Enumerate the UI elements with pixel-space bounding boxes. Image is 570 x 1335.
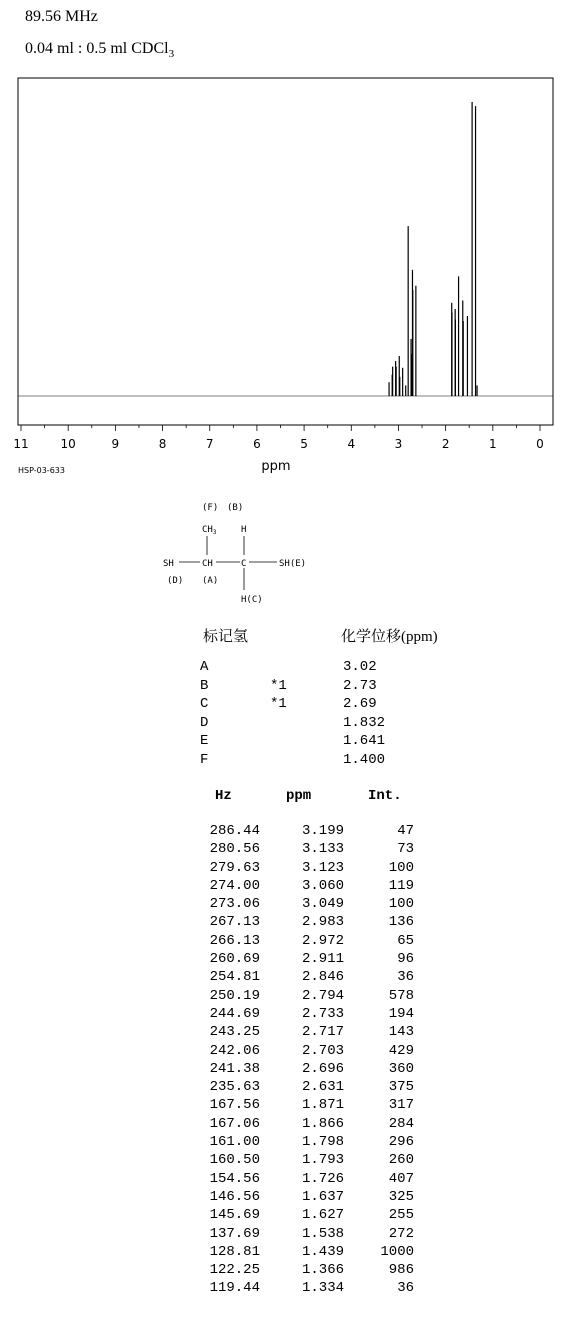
peak-ppm: 2.911 xyxy=(301,951,344,968)
peak-row xyxy=(0,1005,570,1023)
peak-hz: 254.81 xyxy=(209,969,260,986)
molecule-structure xyxy=(155,496,355,608)
shift-table xyxy=(200,658,385,769)
sample-id: HSP-03-633 xyxy=(18,466,65,475)
peak-hz: 119.44 xyxy=(209,1280,260,1297)
peak-int: 36 xyxy=(397,1280,414,1297)
x-tick-label: 5 xyxy=(300,437,308,451)
shift-note xyxy=(270,714,343,733)
x-tick-label: 4 xyxy=(347,437,356,451)
peak-int: 255 xyxy=(388,1207,414,1224)
peak-ppm: 2.972 xyxy=(301,932,344,949)
peak-ppm: 2.983 xyxy=(301,914,344,931)
peak-int: 986 xyxy=(388,1262,414,1279)
peak-row xyxy=(0,913,570,931)
peak-row xyxy=(0,1279,570,1297)
peak-ppm: 1.793 xyxy=(301,1152,344,1169)
peak-int: 119 xyxy=(388,877,414,894)
peak-int: 407 xyxy=(388,1170,414,1187)
peak-ppm: 3.199 xyxy=(301,823,344,839)
peak-row xyxy=(0,1096,570,1114)
peak-int: 65 xyxy=(397,932,414,949)
peak-hz: 250.19 xyxy=(209,987,260,1004)
peak-row xyxy=(0,1151,570,1169)
shift-row xyxy=(200,714,385,733)
peak-hz: 167.06 xyxy=(209,1115,260,1132)
shift-shift: 2.69 xyxy=(343,696,377,712)
x-tick-label: 3 xyxy=(394,437,403,451)
peak-hz: 146.56 xyxy=(209,1188,260,1205)
peak-row xyxy=(0,950,570,968)
peak-layer xyxy=(389,102,477,396)
peak-ppm: 1.538 xyxy=(301,1225,344,1242)
shift-label: C xyxy=(200,696,209,712)
shift-shift: 1.400 xyxy=(343,751,386,768)
peak-row xyxy=(0,1078,570,1096)
label-d: (D) xyxy=(167,576,184,586)
sh-left: SH xyxy=(163,559,174,569)
peak-int: 360 xyxy=(388,1060,414,1077)
peak-table xyxy=(0,822,570,1298)
peak-ppm: 3.133 xyxy=(301,841,344,858)
peak-row xyxy=(0,840,570,858)
axis-ticks xyxy=(13,425,543,451)
peak-row xyxy=(0,1261,570,1279)
peak-row xyxy=(0,968,570,986)
x-tick-label: 7 xyxy=(205,437,214,451)
sh-right: SH(E) xyxy=(279,559,307,569)
shift-shift: 3.02 xyxy=(343,659,377,675)
peak-ppm: 2.794 xyxy=(301,987,344,1004)
peak-ppm: 2.717 xyxy=(301,1024,344,1041)
peak-ppm: 2.703 xyxy=(301,1042,344,1059)
peak-int: 284 xyxy=(388,1115,414,1132)
x-tick-label: 2 xyxy=(441,437,450,451)
peak-row xyxy=(0,987,570,1005)
peak-ppm: 1.798 xyxy=(301,1134,344,1151)
x-axis-label: ppm xyxy=(261,459,291,474)
shift-row xyxy=(200,677,385,696)
ch-center: CH xyxy=(202,559,213,569)
shift-note: *1 xyxy=(270,677,287,694)
shift-note xyxy=(270,751,343,770)
peak-hz: 286.44 xyxy=(209,823,260,839)
nmr-spectrum xyxy=(0,0,570,460)
peak-ppm: 1.366 xyxy=(301,1262,344,1279)
shift-shift: 2.73 xyxy=(343,677,377,694)
h-top: H xyxy=(241,525,247,535)
peak-int: 143 xyxy=(388,1024,414,1041)
shift-label: B xyxy=(200,677,209,694)
peak-ppm: 1.726 xyxy=(301,1170,344,1187)
peak-row xyxy=(0,1060,570,1078)
label-b: (B) xyxy=(227,503,244,513)
spectrometer-frequency: 89.56 MHz xyxy=(25,8,98,25)
peak-int: 36 xyxy=(397,969,414,986)
peak-row xyxy=(0,1170,570,1188)
solvent-subscript: 3 xyxy=(168,48,175,61)
peak-int: 194 xyxy=(388,1005,414,1022)
peak-hz: 274.00 xyxy=(209,877,260,894)
ch3-group: $CH_3$ xyxy=(202,525,217,536)
peak-hz: 266.13 xyxy=(209,932,260,949)
shift-row xyxy=(200,695,385,714)
x-tick-label: 10 xyxy=(60,437,76,451)
peak-row xyxy=(0,877,570,895)
peak-int: 47 xyxy=(397,823,414,839)
peak-ppm: 3.123 xyxy=(301,859,344,876)
peak-ppm: 2.846 xyxy=(301,969,344,986)
peak-hz: 235.63 xyxy=(209,1079,260,1096)
solvent-text: 0.04 ml : 0.5 ml CDCl xyxy=(25,40,169,57)
peak-int: 578 xyxy=(388,987,414,1004)
peak-int: 100 xyxy=(388,859,414,876)
shift-col-shift: 化学位移(ppm) xyxy=(341,629,438,645)
peak-ppm: 3.049 xyxy=(301,896,344,913)
peak-hz: 280.56 xyxy=(209,841,260,858)
label-f: (F) xyxy=(202,503,219,513)
peak-ppm: 1.334 xyxy=(301,1280,344,1297)
x-tick-label: 6 xyxy=(253,437,261,451)
peak-int: 73 xyxy=(397,841,414,858)
peak-hz: 161.00 xyxy=(209,1134,260,1151)
shift-row xyxy=(200,658,385,677)
peak-int: 272 xyxy=(388,1225,414,1242)
peak-row xyxy=(0,1042,570,1060)
peak-hz: 273.06 xyxy=(209,896,260,913)
peak-row xyxy=(0,1188,570,1206)
peak-ppm: 2.631 xyxy=(301,1079,344,1096)
peak-row xyxy=(0,1206,570,1224)
peak-int: 136 xyxy=(388,914,414,931)
peak-hz: 241.38 xyxy=(209,1060,260,1077)
peak-row xyxy=(0,895,570,913)
peak-int: 317 xyxy=(388,1097,414,1114)
shift-row xyxy=(200,732,385,751)
peak-ppm: 1.871 xyxy=(301,1097,344,1114)
shift-shift: 1.641 xyxy=(343,733,386,749)
peak-hz: 279.63 xyxy=(209,859,260,876)
shift-label: E xyxy=(200,733,209,749)
peak-ppm: 2.696 xyxy=(301,1060,344,1077)
peak-ppm: 1.637 xyxy=(301,1188,344,1205)
x-tick-label: 11 xyxy=(13,437,29,451)
peak-ppm: 2.733 xyxy=(301,1005,344,1022)
label-c: H(C) xyxy=(241,595,263,605)
x-tick-label: 0 xyxy=(536,437,544,451)
peak-ppm: 1.866 xyxy=(301,1115,344,1132)
shift-shift: 1.832 xyxy=(343,714,386,731)
x-tick-label: 1 xyxy=(488,437,497,451)
peak-row xyxy=(0,1115,570,1133)
peak-row xyxy=(0,1023,570,1041)
peak-hz: 137.69 xyxy=(209,1225,260,1242)
shift-label: F xyxy=(200,751,209,768)
peak-row xyxy=(0,1243,570,1261)
peak-hz: 128.81 xyxy=(209,1243,260,1260)
shift-col-label: 标记氢 xyxy=(203,629,249,645)
peak-int: 296 xyxy=(388,1134,414,1151)
peak-ppm: 1.439 xyxy=(301,1243,344,1260)
label-a: (A) xyxy=(202,576,219,586)
peak-hz: 154.56 xyxy=(209,1170,260,1187)
hz-header: Hz xyxy=(215,788,232,804)
shift-note xyxy=(270,732,343,751)
peak-hz: 267.13 xyxy=(209,914,260,931)
c-center: C xyxy=(241,559,247,569)
peak-hz: 244.69 xyxy=(209,1005,260,1022)
x-tick-label: 8 xyxy=(158,437,167,451)
peak-hz: 260.69 xyxy=(209,951,260,968)
ppm-header: ppm xyxy=(286,788,312,804)
peak-hz: 167.56 xyxy=(209,1097,260,1114)
shift-note: *1 xyxy=(270,696,287,712)
int-header: Int. xyxy=(368,788,402,804)
shift-row xyxy=(200,751,385,770)
peak-row xyxy=(0,1133,570,1151)
peak-int: 260 xyxy=(388,1152,414,1169)
peak-ppm: 1.627 xyxy=(301,1207,344,1224)
peak-row xyxy=(0,932,570,950)
peak-row xyxy=(0,859,570,877)
peak-row xyxy=(0,1225,570,1243)
shift-label: A xyxy=(200,659,209,675)
peak-int: 429 xyxy=(388,1042,414,1059)
peak-hz: 242.06 xyxy=(209,1042,260,1059)
peak-row xyxy=(0,822,570,840)
peak-int: 375 xyxy=(388,1079,414,1096)
peak-hz: 243.25 xyxy=(209,1024,260,1041)
shift-label: D xyxy=(200,714,209,731)
peak-int: 100 xyxy=(388,896,414,913)
peak-hz: 122.25 xyxy=(209,1262,260,1279)
plot-frame xyxy=(18,78,553,425)
peak-int: 325 xyxy=(388,1188,414,1205)
peak-int: 1000 xyxy=(380,1243,414,1260)
peak-ppm: 3.060 xyxy=(301,877,344,894)
peak-hz: 145.69 xyxy=(209,1207,260,1224)
x-tick-label: 9 xyxy=(111,437,120,451)
shift-note xyxy=(270,658,343,677)
peak-int: 96 xyxy=(397,951,414,968)
peak-hz: 160.50 xyxy=(209,1152,260,1169)
